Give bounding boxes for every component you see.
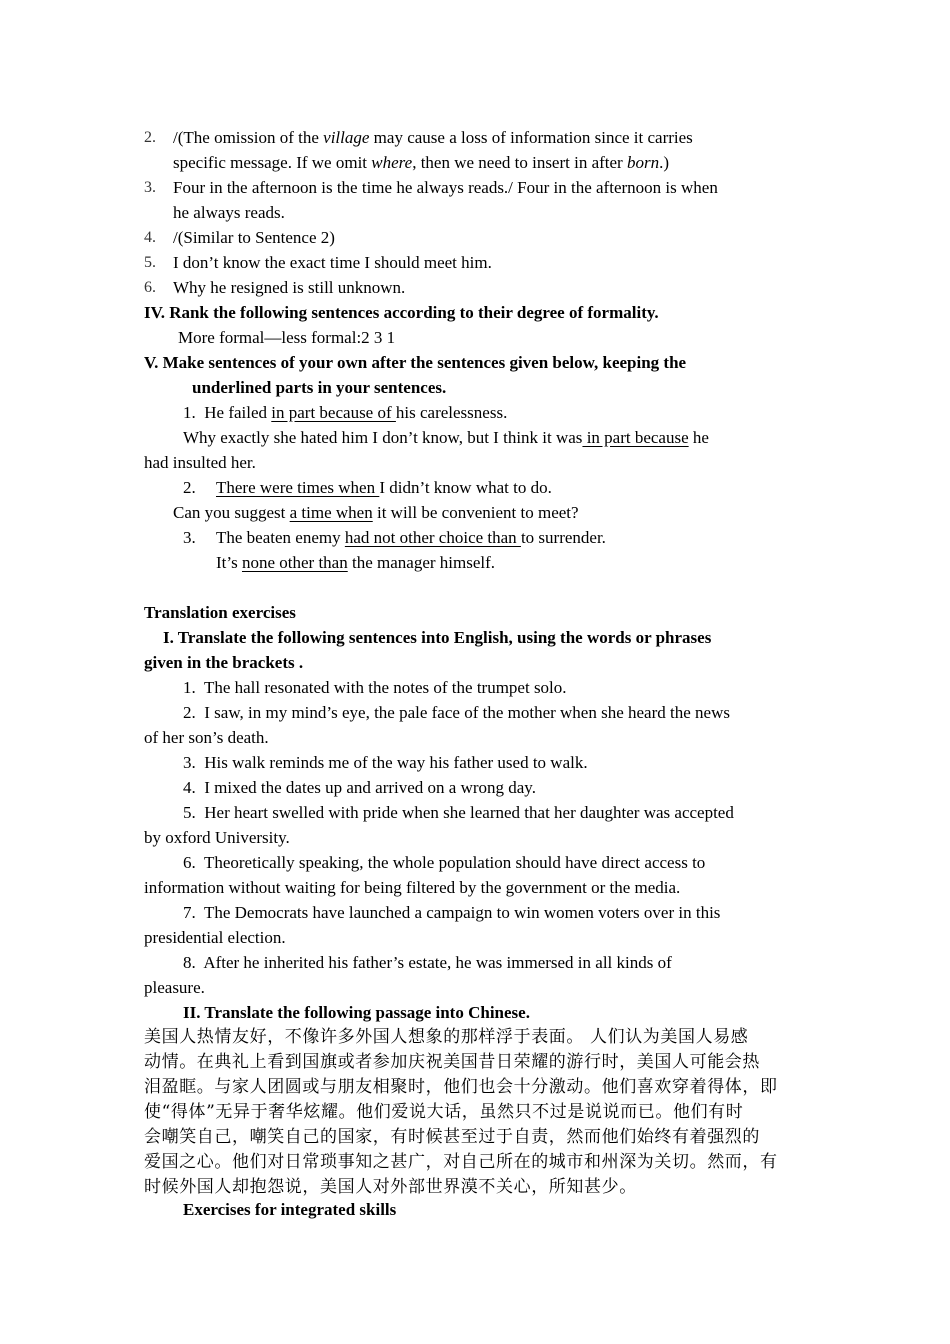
- translation-sentence-7: [183, 900, 720, 925]
- underlined-phrase: none other than: [241, 553, 348, 572]
- item-number: 3.: [183, 528, 196, 547]
- item-text: I saw, in my mind’s eye, the pale face of the mother when she heard the news: [204, 703, 730, 722]
- underlined-phrase: in part because: [582, 428, 689, 447]
- section-v-heading-cont: underlined parts in your sentences.: [192, 378, 447, 397]
- item-number: 2.: [183, 703, 196, 722]
- section-v-item-3-own: [216, 550, 495, 575]
- item-text: It’s: [216, 553, 242, 572]
- item-text: his carelessness.: [395, 403, 508, 422]
- section-v-heading: V. Make sentences of your own after the sentences given below, keeping the: [144, 353, 687, 372]
- item-text: Can you suggest: [173, 503, 290, 522]
- item-number: 5.: [183, 803, 196, 822]
- answer-2-line-1: [173, 125, 693, 150]
- answer-3-line-2: he always reads.: [173, 203, 285, 222]
- chinese-passage-line-7: 时候外国人却抱怨说，美国人对外部世界漠不关心，所知甚少。: [144, 1177, 637, 1197]
- item-number: 1.: [183, 678, 196, 697]
- answer-text: specific message. If we omit: [173, 153, 372, 172]
- item-number: 1.: [183, 403, 196, 422]
- item-number: 8.: [183, 953, 196, 972]
- section-v-item-2-own: [173, 500, 579, 525]
- answer-6: Why he resigned is still unknown.: [173, 278, 406, 297]
- item-text: His walk reminds me of the way his father used to walk.: [204, 753, 588, 772]
- section-v-item-1-own: [183, 425, 709, 450]
- chinese-passage-line-6: 爱国之心。他们对日常琐事知之甚广，对自己所在的城市和州深为关切。然而，有: [144, 1152, 778, 1172]
- translation-sentence-5-cont: by oxford University.: [144, 828, 290, 847]
- section-v-item-2: [216, 475, 552, 500]
- item-text: it will be convenient to meet?: [372, 503, 579, 522]
- translation-part1-heading-cont: given in the brackets .: [144, 653, 304, 672]
- translation-sentence-8-cont: pleasure.: [144, 978, 205, 997]
- translation-sentence-3: [183, 750, 588, 775]
- translation-sentence-5: [183, 800, 734, 825]
- section-iv-heading: IV. Rank the following sentences according to their degree of formality.: [144, 303, 659, 322]
- item-text: to surrender.: [520, 528, 606, 547]
- section-v-item-1: [183, 400, 507, 425]
- item-text: the manager himself.: [347, 553, 496, 572]
- translation-part1-heading: I. Translate the following sentences into English, using the words or phrases: [163, 628, 712, 647]
- item-text: I didn’t know what to do.: [379, 478, 552, 497]
- answer-number: 6.: [144, 279, 156, 296]
- item-text: He failed: [204, 403, 272, 422]
- item-text: he: [688, 428, 709, 447]
- item-text: Theoretically speaking, the whole population should have direct access to: [203, 853, 706, 872]
- translation-part2-heading: II. Translate the following passage into Chinese.: [183, 1003, 530, 1022]
- answer-text: may cause a loss of information since it carries: [369, 128, 693, 147]
- translation-sentence-6-cont: information without waiting for being filtered by the government or the media.: [144, 878, 681, 897]
- answer-2-line-2: [173, 150, 669, 175]
- translation-sentence-8: [183, 950, 672, 975]
- answer-3-line-1: Four in the afternoon is the time he always reads./ Four in the afternoon is when: [173, 178, 718, 197]
- answer-number: 2.: [144, 129, 156, 146]
- integrated-skills-heading: Exercises for integrated skills: [183, 1200, 397, 1219]
- item-text: The Democrats have launched a campaign to win women voters over in this: [203, 903, 721, 922]
- item-text: I mixed the dates up and arrived on a wrong day.: [204, 778, 536, 797]
- item-text: After he inherited his father’s estate, he was immersed in all kinds of: [203, 953, 672, 972]
- answer-number: 5.: [144, 254, 156, 271]
- answer-text: /(The omission of the: [173, 128, 324, 147]
- item-text: The beaten enemy: [216, 528, 345, 547]
- section-v-item-3: [216, 525, 606, 550]
- translation-sentence-2: [183, 700, 730, 725]
- translation-sentence-6: [183, 850, 705, 875]
- italic-term: where: [371, 153, 413, 172]
- item-number: 2.: [183, 478, 196, 497]
- chinese-passage-line-4: 使“得体”无异于奢华炫耀。他们爱说大话，虽然只不过是说说而已。他们有时: [144, 1102, 744, 1122]
- chinese-passage-line-5: 会嘲笑自己，嘲笑自己的国家，有时候甚至过于自责，然而他们始终有着强烈的: [144, 1127, 760, 1147]
- answer-number: 4.: [144, 229, 156, 246]
- underlined-phrase: There were times when: [216, 478, 380, 497]
- translation-sentence-1: [183, 675, 567, 700]
- italic-term: village: [323, 128, 370, 147]
- item-number: 3.: [183, 753, 196, 772]
- section-iv-answer: More formal—less formal:2 3 1: [178, 328, 396, 347]
- chinese-passage-line-3: 泪盈眶。与家人团圆或与朋友相聚时，他们也会十分激动。他们喜欢穿着得体，即: [144, 1077, 778, 1097]
- underlined-phrase: a time when: [289, 503, 373, 522]
- underlined-phrase: had not other choice than: [344, 528, 521, 547]
- translation-sentence-7-cont: presidential election.: [144, 928, 286, 947]
- item-text: The hall resonated with the notes of the trumpet solo.: [203, 678, 567, 697]
- chinese-passage-line-1: 美国人热情友好，不像许多外国人想象的那样浮于表面。 人们认为美国人易感: [144, 1027, 749, 1047]
- chinese-passage-line-2: 动情。在典礼上看到国旗或者参加庆祝美国昔日荣耀的游行时，美国人可能会热: [144, 1052, 760, 1072]
- item-text: Her heart swelled with pride when she learned that her daughter was accepted: [204, 803, 734, 822]
- item-number: 4.: [183, 778, 196, 797]
- item-number: 6.: [183, 853, 196, 872]
- item-number: 7.: [183, 903, 196, 922]
- italic-term: born: [626, 153, 660, 172]
- answer-4: /(Similar to Sentence 2): [173, 228, 335, 247]
- item-text: Why exactly she hated him I don’t know, but I think it was: [183, 428, 583, 447]
- answer-text: , then we need to insert in after: [412, 153, 627, 172]
- answer-5: I don’t know the exact time I should meet him.: [173, 253, 492, 272]
- answer-text: .): [659, 153, 670, 172]
- answer-number: 3.: [144, 179, 156, 196]
- underlined-phrase: in part because of: [271, 403, 396, 422]
- translation-title: Translation exercises: [144, 603, 296, 622]
- translation-sentence-4: [183, 775, 536, 800]
- section-v-item-1-own-cont: had insulted her.: [144, 453, 256, 472]
- translation-sentence-2-cont: of her son’s death.: [144, 728, 269, 747]
